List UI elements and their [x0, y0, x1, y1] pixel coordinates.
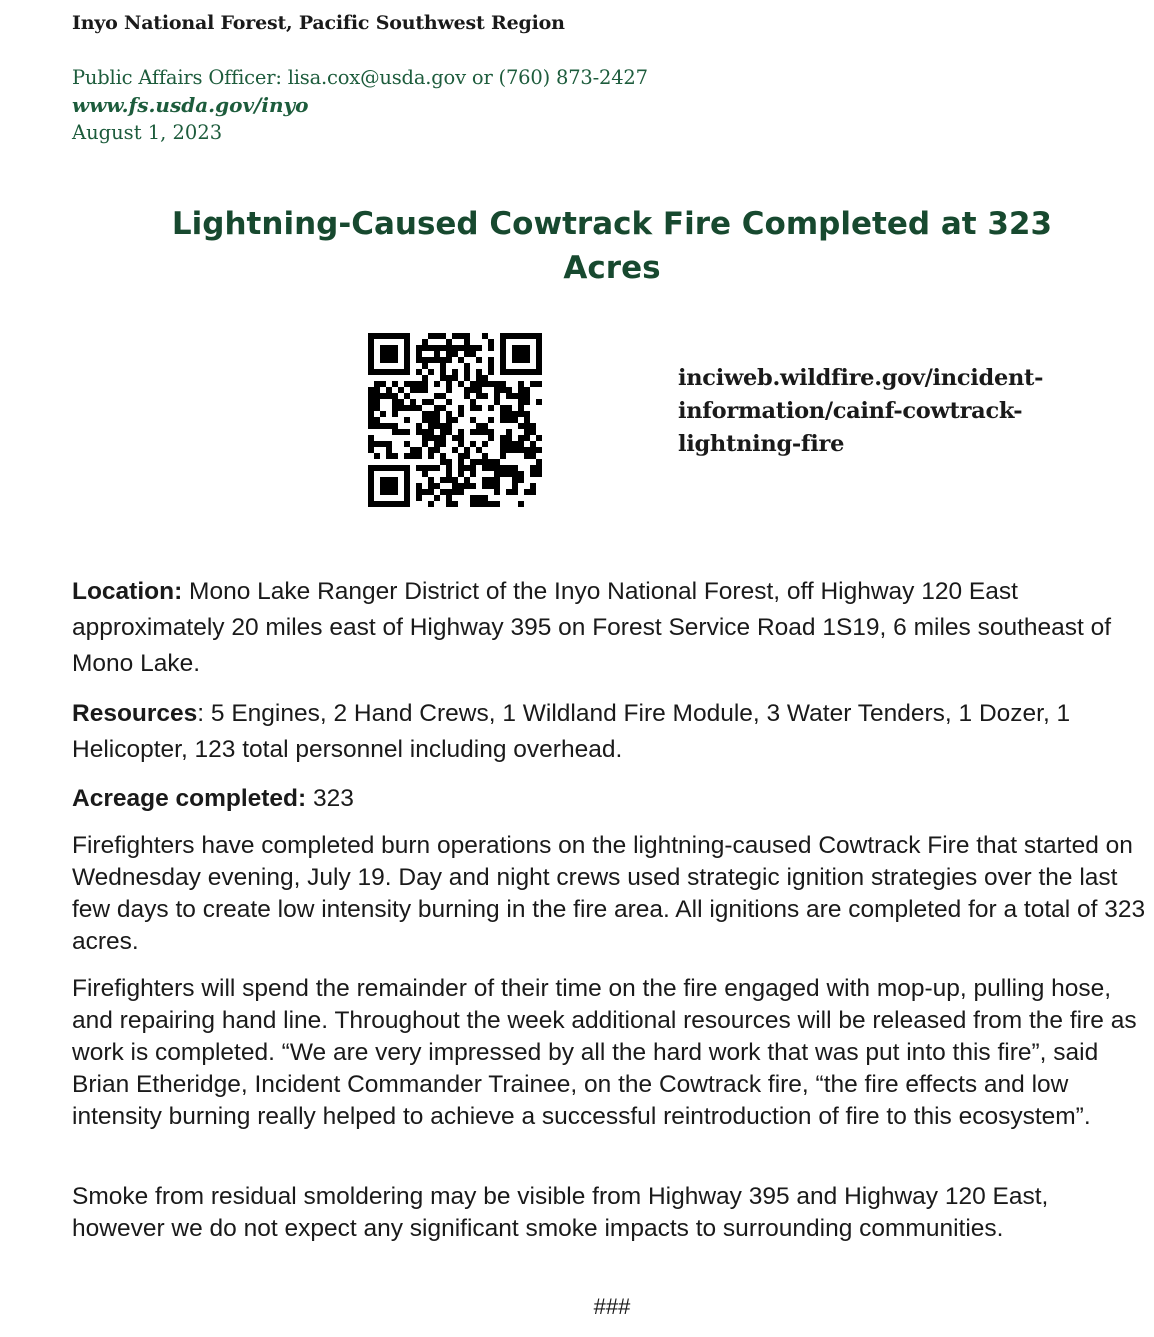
- incident-link-line-1: inciweb.wildfire.gov/incident-: [678, 365, 1044, 391]
- acreage-value: 323: [306, 785, 354, 812]
- incident-link-line-2: information/cainf-cowtrack-: [678, 398, 1023, 424]
- acreage-label: Acreage completed:: [72, 785, 307, 812]
- resources-label: Resources: [72, 700, 198, 727]
- news-release-title: Lightning-Caused Cowtrack Fire Completed at 323 Acres: [171, 206, 1053, 286]
- release-date: August 1, 2023: [72, 121, 223, 144]
- end-of-release-mark: ###: [593, 1294, 631, 1319]
- resources-paragraph: [72, 696, 1147, 768]
- forest-website-link[interactable]: www.fs.usda.gov/inyo: [72, 93, 309, 117]
- acreage-paragraph: [72, 783, 1147, 815]
- public-affairs-contact: Public Affairs Officer: lisa.cox@usda.gov or (760) 873-2427: [72, 66, 648, 89]
- location-text: Mono Lake Ranger District of the Inyo National Forest, off Highway 120 East approximately 20 miles east of Highway 395 on Forest Service Road 1S19, 6 miles southeast of Mono Lake.: [72, 578, 1112, 677]
- body-paragraph-2: Firefighters will spend the remainder of their time on the fire engaged with mop-up, pulling hose, and repairing hand line. Throughout the week additional resources will be released from the fire as work is completed. “We are very impressed by all the hard work that was put into this fire”, said Brian Etheridge, Incident Commander Trainee, on the Cowtrack fire, “the fire effects and low intensity burning really helped to achieve a successful reintroduction of fire to this ecosystem”.: [72, 975, 1137, 1130]
- body-paragraph-3: Smoke from residual smoldering may be visible from Highway 395 and Highway 120 East, however we do not expect any significant smoke impacts to surrounding communities.: [72, 1183, 1049, 1242]
- qr-code-icon: [363, 328, 547, 512]
- inciweb-incident-link[interactable]: [678, 362, 1108, 461]
- incident-link-line-3: lightning-fire: [678, 431, 845, 457]
- body-paragraph-1: Firefighters have completed burn operations on the lightning-caused Cowtrack Fire that started on Wednesday evening, July 19. Day and night crews used strategic ignition strategies over the last few days to create low intensity burning in the fire area. All ignitions are completed for a total of 323 acres.: [72, 832, 1146, 955]
- location-paragraph: [72, 574, 1147, 682]
- resources-text: : 5 Engines, 2 Hand Crews, 1 Wildland Fire Module, 3 Water Tenders, 1 Dozer, 1 Helicopter, 123 total personnel including overhead.: [72, 700, 1071, 763]
- location-label: Location:: [72, 578, 183, 605]
- organization-header: Inyo National Forest, Pacific Southwest Region: [72, 12, 565, 34]
